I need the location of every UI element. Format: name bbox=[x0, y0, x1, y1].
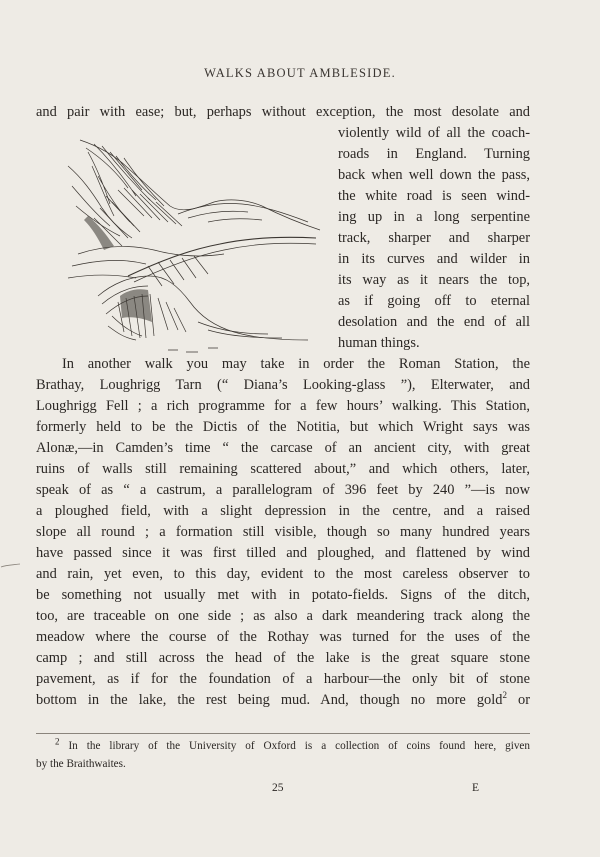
margin-pencil-mark-icon bbox=[0, 563, 22, 569]
body-line-26: meadow where the course of the Rothay was turned for the uses of the bbox=[36, 629, 530, 645]
body-line-23: and rain, yet even, to this day, evident to the most careless observer to bbox=[36, 566, 530, 582]
body-line-5: the white road is seen wind- bbox=[338, 188, 530, 204]
body-line-11: desolation and the end of all bbox=[338, 314, 530, 330]
running-header: WALKS ABOUT AMBLESIDE. bbox=[204, 66, 396, 80]
footnote-divider bbox=[36, 733, 530, 734]
signature-mark: E bbox=[472, 782, 480, 794]
footnote-marker: 2 bbox=[55, 736, 60, 747]
footnote-line-2: by the Braithwaites. bbox=[36, 758, 126, 770]
body-line-15: Loughrigg Fell ; a rich programme for a few hours’ walking. This Station, bbox=[36, 398, 530, 414]
body-line-6: ing up in a long serpentine bbox=[338, 209, 530, 225]
body-line-25: too, are traceable on one side ; as also a dark meandering track along the bbox=[36, 608, 530, 624]
body-line-3: roads in England. Turning bbox=[338, 146, 530, 162]
mountain-pass-engraving-icon bbox=[58, 126, 330, 356]
body-line-24: be something not usually met with in potato-fields. Signs of the ditch, bbox=[36, 587, 530, 603]
body-line-17: Alonæ,—in Camden’s time “ the carcase of an ancient city, with great bbox=[36, 440, 530, 456]
body-line-8: in its curves and wilder in bbox=[338, 251, 530, 267]
body-line-2: violently wild of all the coach- bbox=[338, 125, 530, 141]
body-line-9: its way as it nears the top, bbox=[338, 272, 530, 288]
body-line-29-text: bottom in the lake, the rest being mud. And, though no more gold bbox=[36, 692, 503, 708]
body-line-4: back when well down the pass, bbox=[338, 167, 530, 183]
body-line-12: human things. bbox=[338, 335, 420, 351]
body-line-13: In another walk you may take in order the Roman Station, the bbox=[62, 356, 530, 372]
body-line-14: Brathay, Loughrigg Tarn (“ Diana’s Looking-glass ”), Elterwater, and bbox=[36, 377, 530, 393]
body-line-19: speak of as “ a castrum, a parallelogram of 396 feet by 240 ”—is now bbox=[36, 482, 530, 498]
page-number: 25 bbox=[272, 782, 284, 794]
body-line-29-tail: or bbox=[506, 692, 530, 708]
footnote-line-1 bbox=[55, 737, 530, 755]
body-line-27: camp ; and still across the head of the lake is the great square stone bbox=[36, 650, 530, 666]
body-line-21: slope all round ; a formation still visible, though so many hundred years bbox=[36, 524, 530, 540]
body-line-10: as if going off to eternal bbox=[338, 293, 530, 309]
body-line-29 bbox=[36, 690, 530, 710]
body-line-18: ruins of walls still remaining scattered about,” and which others, later, bbox=[36, 461, 530, 477]
footnote-text-1: In the library of the University of Oxford is a collection of coins found here, given bbox=[59, 740, 530, 752]
body-line-28: pavement, as if for the foundation of a harbour—the only bit of stone bbox=[36, 671, 530, 687]
body-line-22: have passed since it was first tilled and ploughed, and flattened by wind bbox=[36, 545, 530, 561]
body-line-7: track, sharper and sharper bbox=[338, 230, 530, 246]
body-line-1: and pair with ease; but, perhaps without exception, the most desolate and bbox=[36, 104, 530, 120]
body-line-20: a ploughed field, with a slight depression in the centre, and a raised bbox=[36, 503, 530, 519]
body-line-16: formerly held to be the Dictis of the Notitia, but which Wright says was bbox=[36, 419, 530, 435]
footnote-reference: 2 bbox=[502, 690, 507, 701]
